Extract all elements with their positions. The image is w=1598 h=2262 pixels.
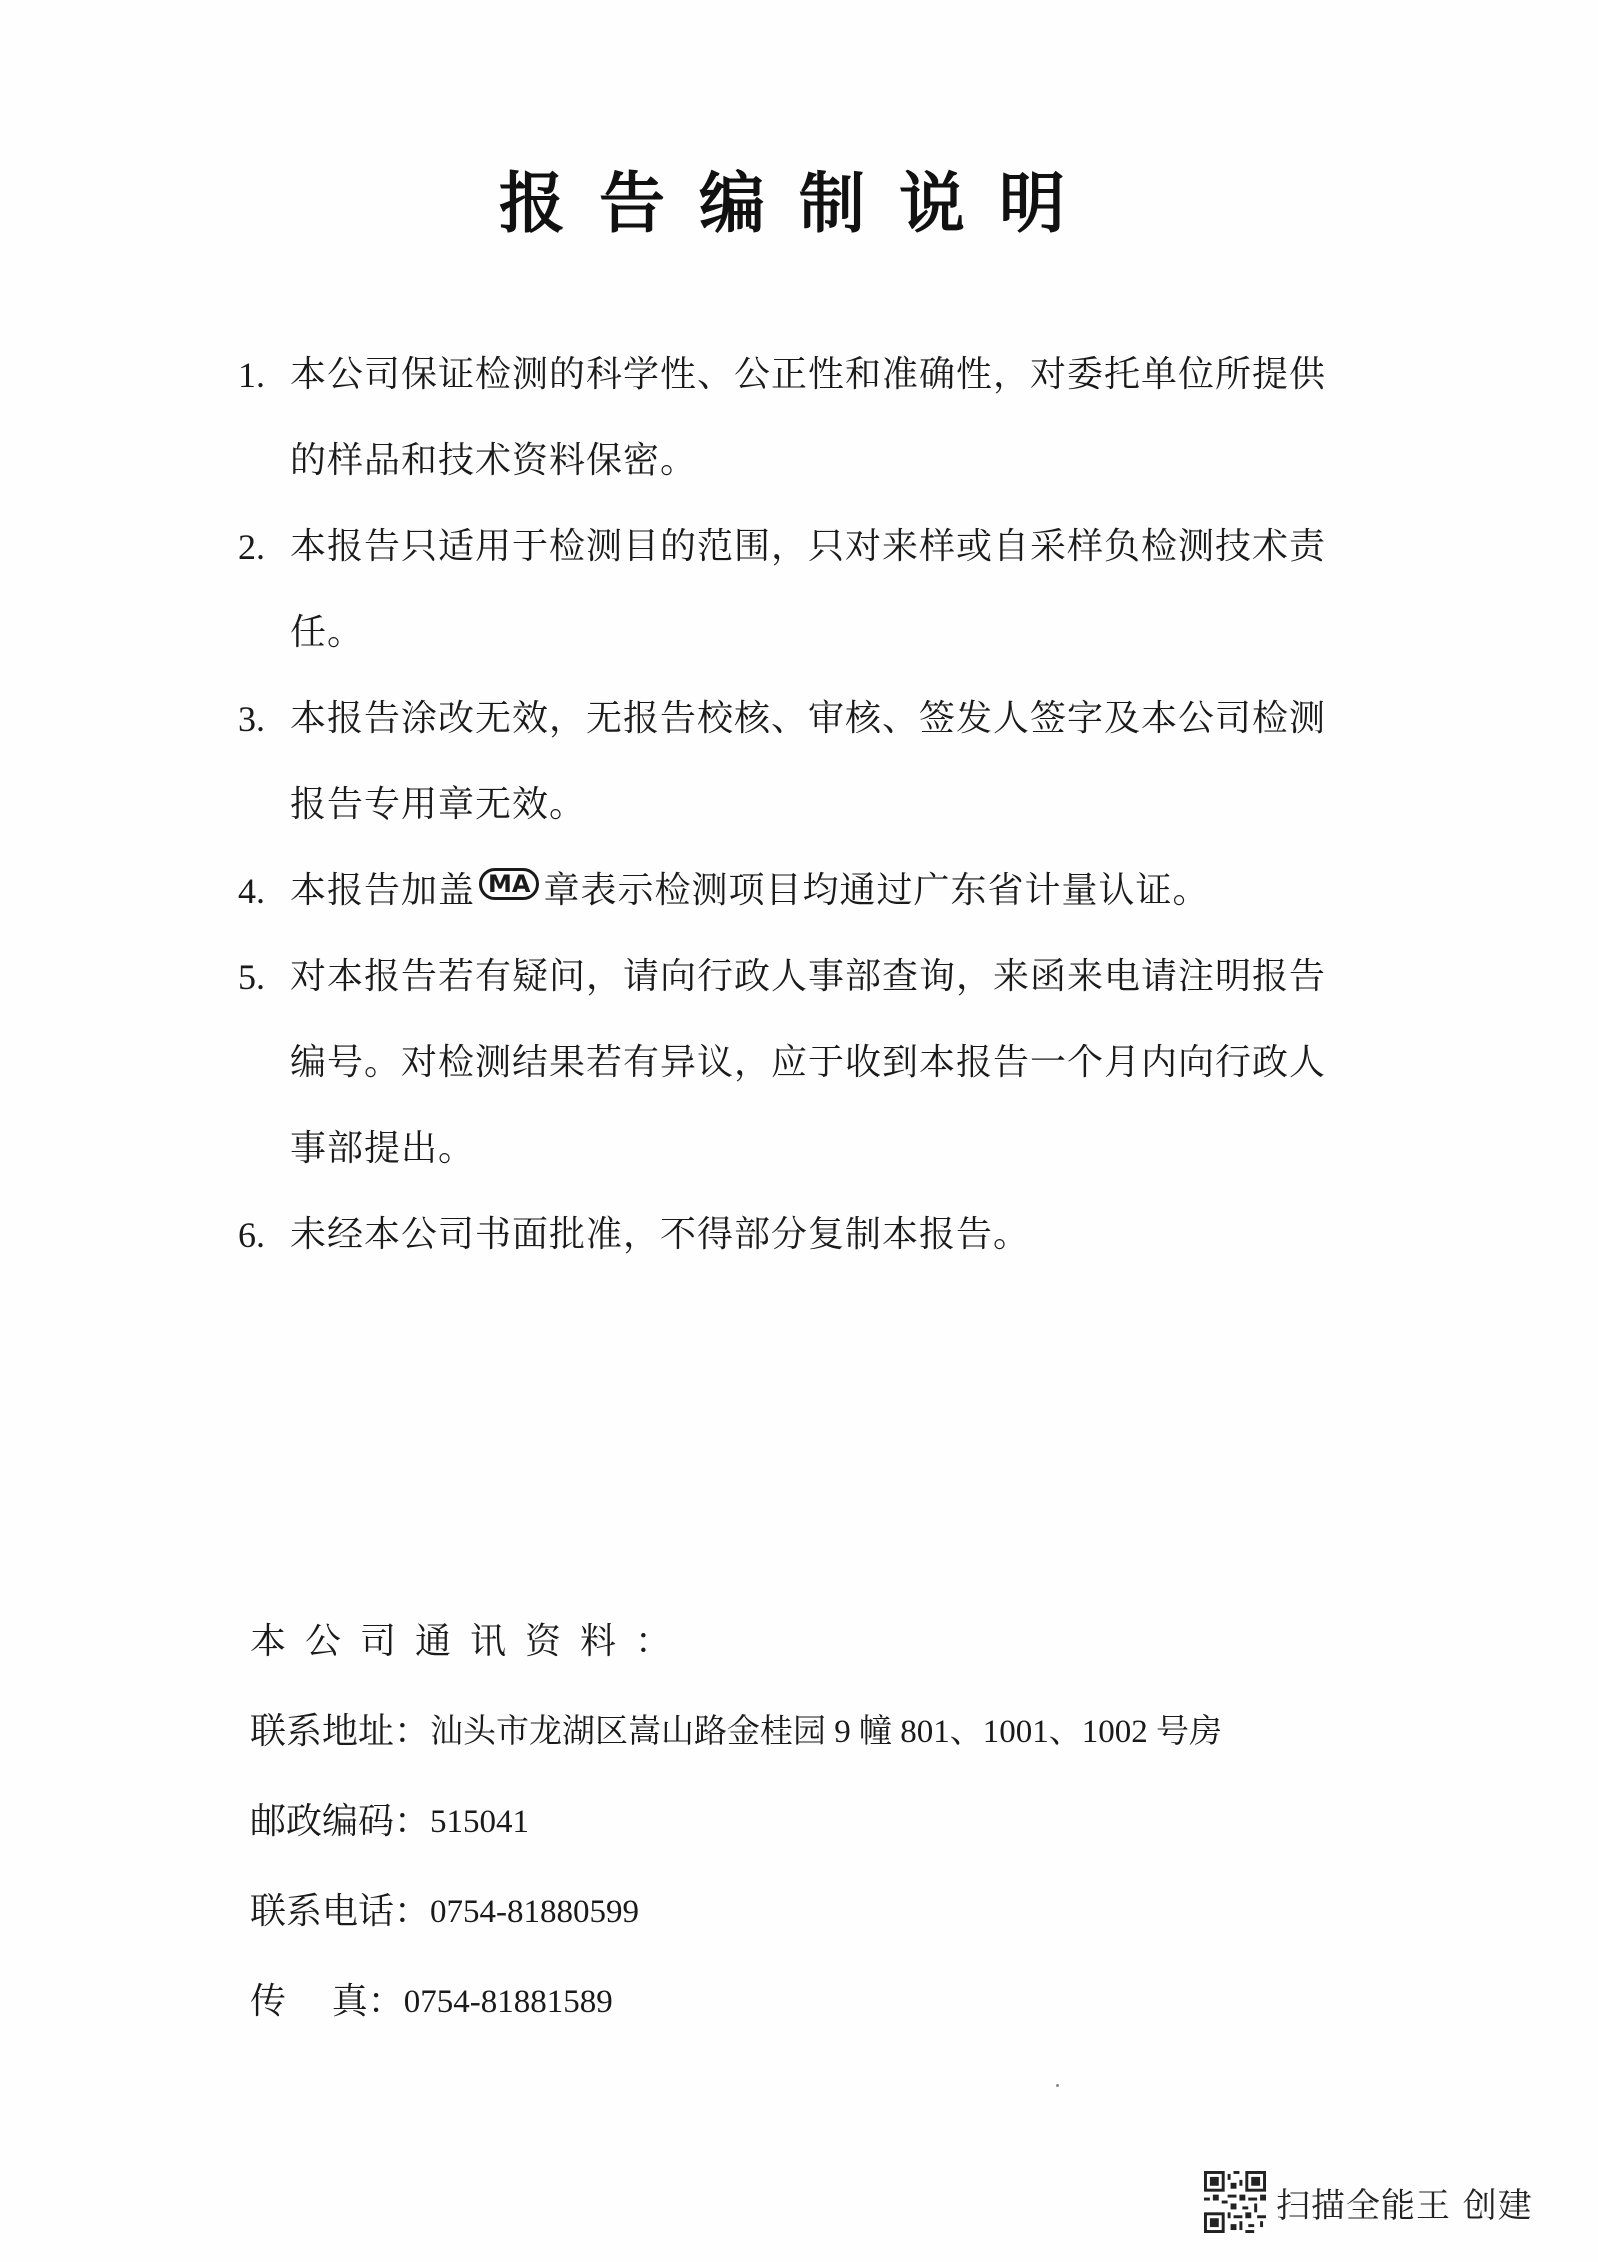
contact-value: 0754-81880599 xyxy=(430,1894,640,1930)
item-number: 1. xyxy=(238,355,265,395)
contact-label: 传 真： xyxy=(250,1981,404,2022)
list-item xyxy=(238,332,1348,504)
contact-value: 0754-81881589 xyxy=(403,1984,613,2020)
item-text xyxy=(290,848,1348,934)
contact-row-phone xyxy=(250,1882,1350,1942)
item-number: 2. xyxy=(238,527,265,567)
scanner-watermark xyxy=(1204,2170,1533,2234)
list-item xyxy=(238,1192,1348,1278)
watermark-text: 扫描全能王 创建 xyxy=(1276,2185,1533,2226)
contact-row-fax xyxy=(250,1972,1350,2032)
item-number: 3. xyxy=(238,699,265,739)
item-text-before: 本报告加盖 xyxy=(290,870,476,911)
item-number: 5. xyxy=(238,957,265,997)
contact-label: 邮政编码： xyxy=(250,1801,431,1842)
contact-value: 汕头市龙湖区嵩山路金桂园 9 幢 801、1001、1002 号房 xyxy=(430,1714,1223,1750)
contact-row-address xyxy=(250,1702,1350,1762)
scan-speck xyxy=(1056,2084,1059,2087)
contact-label: 联系地址： xyxy=(250,1711,431,1752)
item-text: 本报告只适用于检测目的范围，只对来样或自采样负检测技术责任。 xyxy=(290,526,1327,653)
list-item xyxy=(238,848,1348,934)
item-text: 本报告涂改无效，无报告校核、审核、签发人签字及本公司检测报告专用章无效。 xyxy=(290,698,1327,825)
contact-row-postcode xyxy=(250,1792,1350,1852)
item-text: 未经本公司书面批准，不得部分复制本报告。 xyxy=(290,1214,1031,1255)
contact-value: 515041 xyxy=(430,1804,530,1840)
qr-code-icon xyxy=(1204,2171,1266,2233)
item-text-after: 章表示检测项目均通过广东省计量认证。 xyxy=(543,870,1210,911)
page-title: 报告编制说明 xyxy=(499,165,1099,242)
item-number: 6. xyxy=(238,1215,265,1255)
list-item xyxy=(238,504,1348,676)
item-text: 本公司保证检测的科学性、公正性和准确性，对委托单位所提供的样品和技术资料保密。 xyxy=(290,354,1327,481)
contact-label: 联系电话： xyxy=(250,1891,431,1932)
notes-list xyxy=(238,332,1348,1278)
contact-info xyxy=(250,1612,1350,2062)
item-number: 4. xyxy=(238,871,265,911)
list-item xyxy=(238,676,1348,848)
list-item xyxy=(238,934,1348,1192)
contact-heading: 本公司通讯资料： xyxy=(250,1621,691,1662)
item-text: 对本报告若有疑问，请向行政人事部查询，来函来电请注明报告编号。对检测结果若有异议，应于收到本报告一个月内向行政人事部提出。 xyxy=(290,956,1327,1169)
cma-mark-icon: MA xyxy=(479,868,539,900)
